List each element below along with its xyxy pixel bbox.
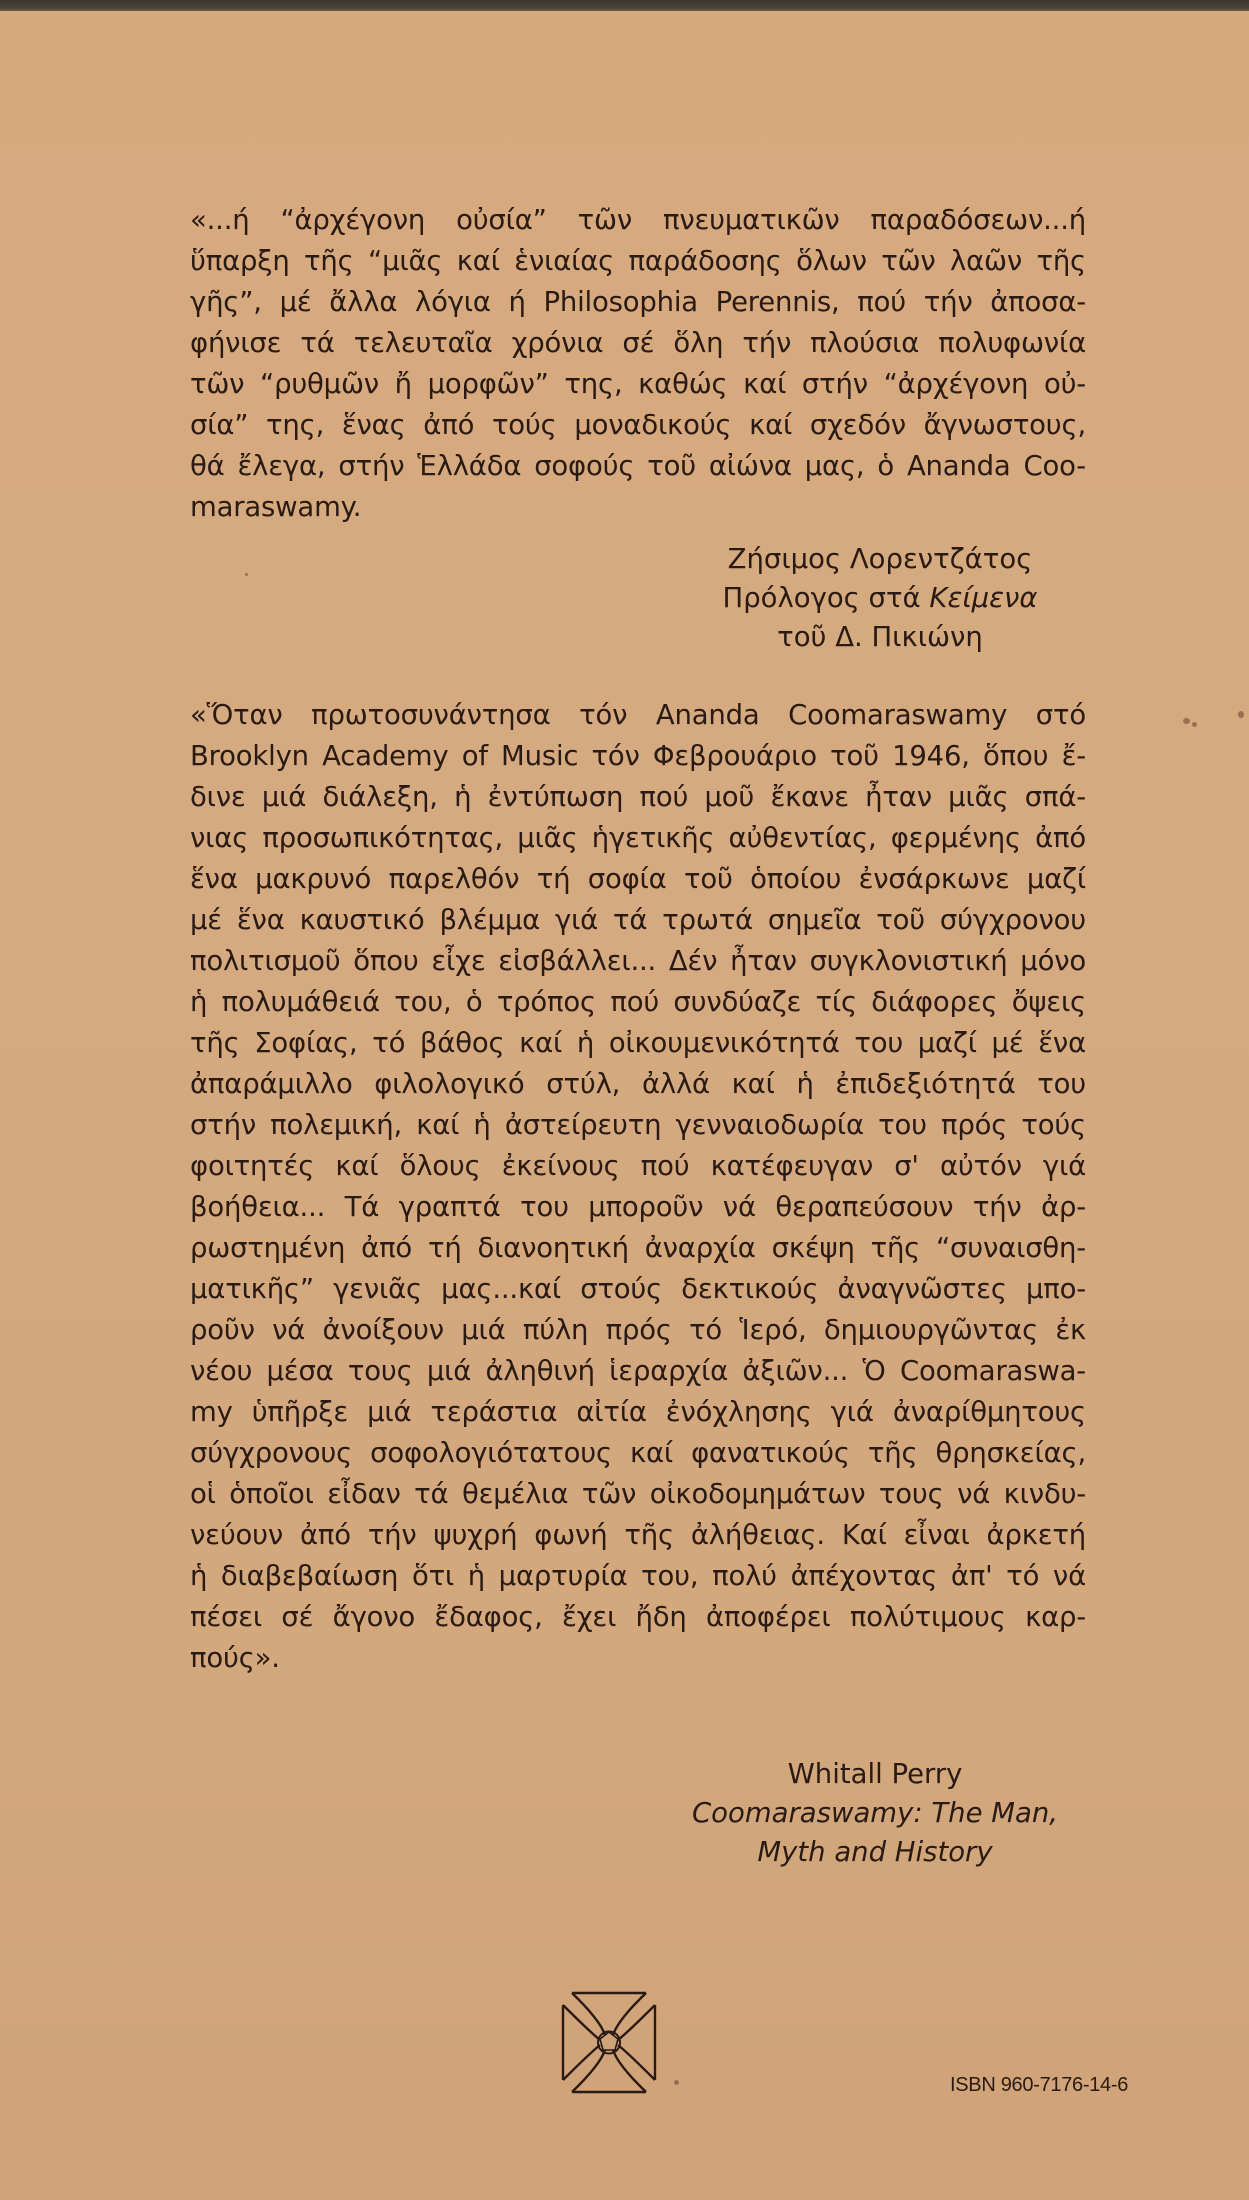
text-line: my ὑπῆρξε μιά τεράστια αἰτία ἐνόχλησης γιά ἀναρίθμητους	[190, 1396, 1086, 1428]
attribution-work-suffix: τοῦ Δ. Πικιώνη	[777, 621, 983, 653]
attribution-author: Whitall Perry	[787, 1758, 963, 1790]
publisher-cross-emblem-icon	[560, 1990, 660, 2095]
text-line: πούς».	[190, 1642, 280, 1674]
text-line: νιας προσωπικότητας, μιᾶς ἡγετικῆς αὐθεντίας, φερμένης ἀπό	[190, 822, 1086, 854]
text-line: γῆς”, μέ ἄλλα λόγια ή Philosophia Perennis, πού τήν ἀποσα-	[190, 286, 1086, 318]
book-top-edge	[0, 0, 1249, 11]
attribution-work	[690, 579, 1070, 618]
text-line: ροῦν νά ἀνοίξουν μιά πύλη πρός τό Ἱερό, δημιουργῶντας ἐκ	[190, 1314, 1086, 1346]
text-line: νέου μέσα τους μιά ἀληθινή ἱεραρχία ἀξιῶν... Ὁ Coomaraswa-	[190, 1355, 1086, 1387]
attribution-author: Ζήσιμος Λορεντζάτος	[727, 543, 1033, 575]
text-line: πολιτισμοῦ ὅπου εἶχε εἰσβάλλει... Δέν ἦταν συγκλονιστική μόνο	[190, 945, 1086, 977]
text-line: ἡ διαβεβαίωση ὅτι ἡ μαρτυρία του, πολύ ἀπέχοντας ἀπ' τό νά	[190, 1560, 1086, 1592]
text-line: τῶν “ρυθμῶν ἤ μορφῶν” της, καθώς καί στήν “ἀρχέγονη οὐ-	[190, 368, 1086, 400]
text-line: ματικῆς” γενιᾶς μας...καί στούς δεκτικούς ἀναγνῶστες μπο-	[190, 1273, 1086, 1305]
text-line: στήν πολεμική, καί ἡ ἀστείρευτη γενναιοδωρία του πρός τούς	[190, 1109, 1086, 1141]
text-line: φήνισε τά τελευταῖα χρόνια σέ ὅλη τήν πλούσια πολυφωνία	[190, 327, 1086, 359]
paper-speck	[674, 2080, 679, 2085]
text-line: νεύουν ἀπό τήν ψυχρή φωνή τῆς ἀλήθειας. Καί εἶναι ἀρκετή	[190, 1519, 1086, 1551]
text-line: ἡ πολυμάθειά του, ὁ τρόπος πού συνδύαζε τίς διάφορες ὄψεις	[190, 986, 1086, 1018]
text-line: οἱ ὁποῖοι εἶδαν τά θεμέλια τῶν οἰκοδομημάτων τους νά κινδυ-	[190, 1478, 1086, 1510]
attribution-work-prefix: Πρόλογος στά	[722, 582, 930, 614]
text-line: δινε μιά διάλεξη, ἡ ἐντύπωση πού μοῦ ἔκανε ἦταν μιᾶς σπά-	[190, 781, 1086, 813]
text-line: «Ὅταν πρωτοσυνάντησα τόν Ananda Coomaraswamy στό	[190, 699, 1086, 731]
attribution-work-line1: Coomaraswamy: The Man,	[691, 1797, 1059, 1829]
text-line: ρωστημένη ἀπό τή διανοητική ἀναρχία σκέψη τῆς “συναισθη-	[190, 1232, 1086, 1264]
text-line: maraswamy.	[190, 491, 362, 523]
text-line: τῆς Σοφίας, τό βάθος καί ἡ οἰκουμενικότητά του μαζί μέ ἕνα	[190, 1027, 1086, 1059]
quote-perry	[190, 695, 1086, 1679]
paper-speck	[1192, 722, 1197, 727]
text-line: θά ἔλεγα, στήν Ἑλλάδα σοφούς τοῦ αἰώνα μας, ὁ Ananda Coo-	[190, 450, 1086, 482]
attribution-work-title: Κείμενα	[929, 582, 1038, 614]
attribution-perry	[650, 1755, 1100, 1872]
text-line: σύγχρονους σοφολογιότατους καί φανατικούς τῆς θρησκείας,	[190, 1437, 1086, 1469]
attribution-lorentzatos	[690, 540, 1070, 657]
text-line: πέσει σέ ἄγονο ἔδαφος, ἔχει ἤδη ἀποφέρει πολύτιμους καρ-	[190, 1601, 1086, 1633]
text-line: βοήθεια... Τά γραπτά του μποροῦν νά θεραπεύσουν τήν ἀρ-	[190, 1191, 1086, 1223]
paper-speck	[1238, 711, 1244, 718]
text-line: ἀπαράμιλλο φιλολογικό στύλ, ἀλλά καί ἡ ἐπιδεξιότητά του	[190, 1068, 1086, 1100]
text-line: μέ ἕνα καυστικό βλέμμα γιά τά τρωτά σημεῖα τοῦ σύγχρονου	[190, 904, 1086, 936]
text-line: ἕνα μακρυνό παρελθόν τή σοφία τοῦ ὁποίου ἐνσάρκωνε μαζί	[190, 863, 1086, 895]
text-line: φοιτητές καί ὅλους ἐκείνους πού κατέφευγαν σ' αὐτόν γιά	[190, 1150, 1086, 1182]
isbn-number: ISBN 960-7176-14-6	[950, 2074, 1129, 2096]
text-line: «...ή “ἀρχέγονη οὐσία” τῶν πνευματικῶν παραδόσεων...ή	[190, 204, 1086, 236]
text-line: σία” της, ἕνας ἀπό τούς μοναδικούς καί σχεδόν ἄγνωστους,	[190, 409, 1086, 441]
paper-speck	[1183, 718, 1190, 724]
paper-speck	[245, 573, 248, 576]
text-line: Brooklyn Academy of Music τόν Φεβρουάριο τοῦ 1946, ὅπου ἔ-	[190, 740, 1086, 772]
attribution-work-line2: Myth and History	[757, 1836, 993, 1868]
text-line: ὕπαρξη τῆς “μιᾶς καί ἑνιαίας παράδοσης ὅλων τῶν λαῶν τῆς	[190, 245, 1086, 277]
quote-lorentzatos	[190, 200, 1086, 528]
